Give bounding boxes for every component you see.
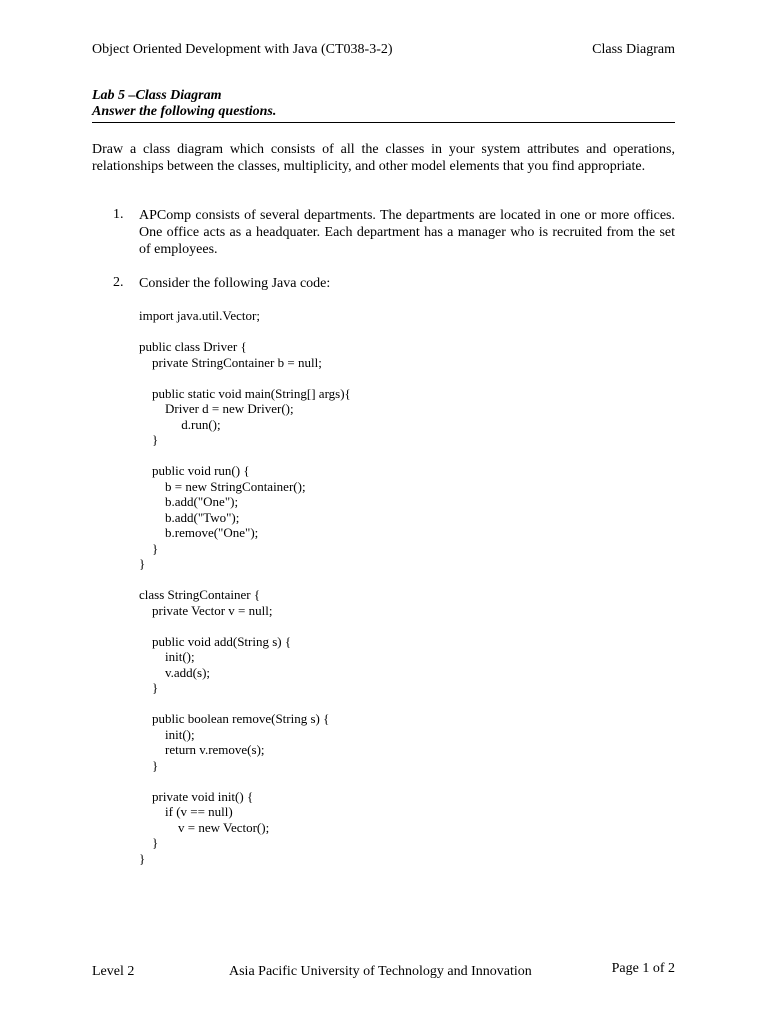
lab-instruction: Answer the following questions. (92, 104, 277, 119)
header-topic: Class Diagram (592, 42, 675, 57)
code-line: } (139, 540, 159, 556)
code-line (139, 618, 351, 634)
question-1-text: APComp consists of several departments. The departments are located in one or more offices. One office acts as a headquater. Each department has a manager who is recruited from the set of employees. (139, 208, 675, 257)
java-code-block (139, 308, 351, 866)
code-line: } (139, 757, 159, 773)
code-line: } (139, 680, 159, 695)
code-line: if (v == null) (139, 804, 233, 819)
code-line: Driver d = new Driver(); (139, 401, 294, 416)
code-line (139, 448, 351, 464)
code-line: private Vector v = null; (139, 602, 273, 618)
code-line (139, 696, 351, 712)
lab-title: Lab 5 –Class Diagram (92, 88, 222, 103)
code-line: v = new Vector(); (139, 819, 270, 835)
code-line (139, 370, 351, 386)
code-line: b.add("One"); (139, 494, 239, 509)
code-line: public boolean remove(String s) { (139, 711, 330, 726)
code-line (139, 572, 351, 588)
code-line: private void init() { (139, 788, 254, 804)
code-line: public void run() { (139, 463, 250, 478)
code-line: } (139, 835, 159, 850)
code-line: private StringContainer b = null; (139, 354, 322, 370)
header-course-title: Object Oriented Development with Java (CT038-3-2) (92, 42, 393, 57)
code-line: b = new StringContainer(); (139, 478, 306, 494)
code-line (139, 324, 351, 340)
question-1-number: 1. (113, 207, 124, 222)
code-line: init(); (139, 649, 195, 664)
question-2-number: 2. (113, 275, 124, 290)
code-line (139, 773, 351, 789)
question-2-text: Consider the following Java code: (139, 276, 331, 291)
code-line: } (139, 432, 159, 447)
intro-paragraph: Draw a class diagram which consists of all the classes in your system attributes and operations, relationships between the classes, multiplicity, and other model elements that you find appropriate. (92, 142, 675, 174)
code-line: d.run(); (139, 416, 221, 432)
code-line: public void add(String s) { (139, 633, 292, 649)
code-line: b.remove("One"); (139, 525, 259, 540)
footer-level: Level 2 (92, 964, 135, 979)
title-divider (92, 122, 675, 123)
code-line: init(); (139, 726, 195, 742)
code-line: import java.util.Vector; (139, 308, 260, 323)
code-line: v.add(s); (139, 664, 211, 680)
code-line: } (139, 556, 146, 571)
code-line: class StringContainer { (139, 587, 261, 602)
code-line: return v.remove(s); (139, 742, 265, 757)
code-line: } (139, 850, 146, 866)
code-line: b.add("Two"); (139, 509, 240, 525)
code-line: public static void main(String[] args){ (139, 385, 351, 401)
code-line: public class Driver { (139, 339, 247, 354)
footer-page-number: Page 1 of 2 (611, 961, 675, 976)
footer-institution: Asia Pacific University of Technology and Innovation (229, 964, 532, 979)
